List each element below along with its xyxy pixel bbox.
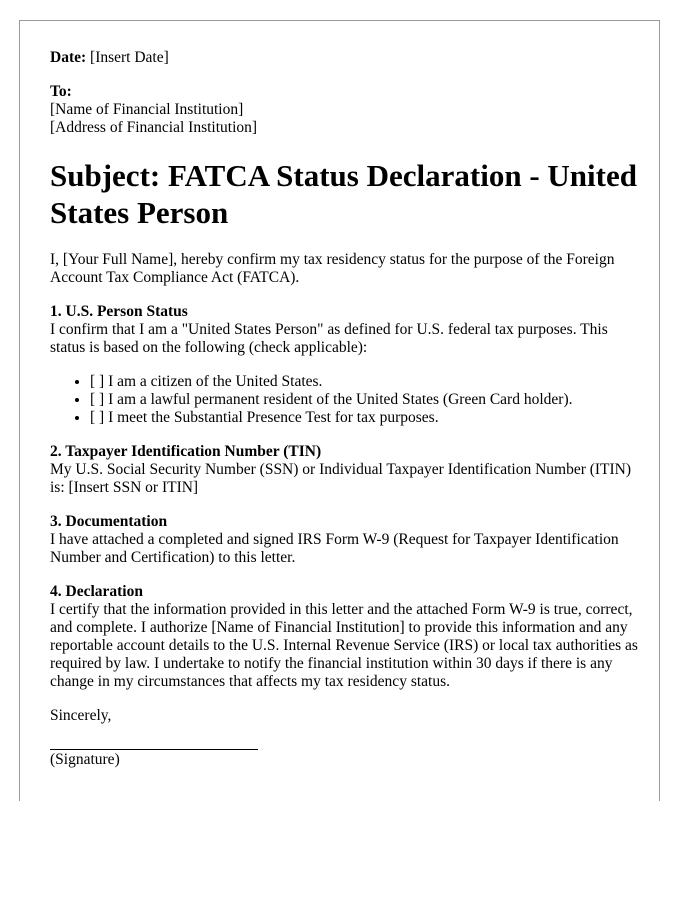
recipient-block: [50, 83, 640, 137]
signature-label: (Signature): [50, 751, 120, 768]
section-title: 1. U.S. Person Status: [50, 303, 188, 320]
section-declaration: [50, 583, 640, 691]
checklist-item-substantial-presence: • [ ] I meet the Substantial Presence Test for tax purposes.: [90, 409, 640, 427]
section-us-person-status: [50, 303, 640, 427]
recipient-address: [Address of Financial Institution]: [50, 119, 258, 136]
intro-paragraph: I, [Your Full Name], hereby confirm my tax residency status for the purpose of the Foreign Account Tax Compliance Act (FATCA).: [50, 251, 615, 286]
section-title: 3. Documentation: [50, 513, 168, 530]
date-value: [Insert Date]: [90, 49, 169, 66]
checklist-item-citizen: • [ ] I am a citizen of the United States.: [90, 373, 640, 391]
status-checklist: [50, 373, 640, 427]
date-label: Date:: [50, 49, 87, 66]
checklist-item-green-card: • [ ] I am a lawful permanent resident of the United States (Green Card holder).: [90, 391, 640, 409]
section-body: I confirm that I am a "United States Person" as defined for U.S. federal tax purposes. This status is based on the following (check applicable):: [50, 321, 608, 356]
section-tin: [50, 443, 640, 497]
letter-content: [50, 49, 640, 769]
section-body: I have attached a completed and signed IRS Form W-9 (Request for Taxpayer Identification Number and Certification) to this letter.: [50, 531, 619, 566]
closing-salutation: Sincerely,: [50, 707, 112, 724]
section-title: 2. Taxpayer Identification Number (TIN): [50, 443, 322, 460]
to-label: To:: [50, 83, 72, 100]
letter-page: [19, 20, 660, 801]
section-body: I certify that the information provided in this letter and the attached Form W-9 is true, correct, and complete. I authorize [Name of Financial Institution] to provide this information and any reportable account details to the U.S. Internal Revenue Service (IRS) or local tax authorities as required by law. I undertake to notify the financial institution within 30 days if there is any change in my circumstances that affects my tax residency status.: [50, 601, 638, 690]
recipient-name: [Name of Financial Institution]: [50, 101, 244, 118]
date-line: [50, 49, 640, 67]
section-body: My U.S. Social Security Number (SSN) or Individual Taxpayer Identification Number (ITIN) is: [Insert SSN or ITIN]: [50, 461, 632, 496]
subject-heading: Subject: FATCA Status Declaration - United States Person: [50, 158, 637, 230]
signature-line: [50, 749, 258, 750]
section-documentation: [50, 513, 640, 567]
section-title: 4. Declaration: [50, 583, 143, 600]
